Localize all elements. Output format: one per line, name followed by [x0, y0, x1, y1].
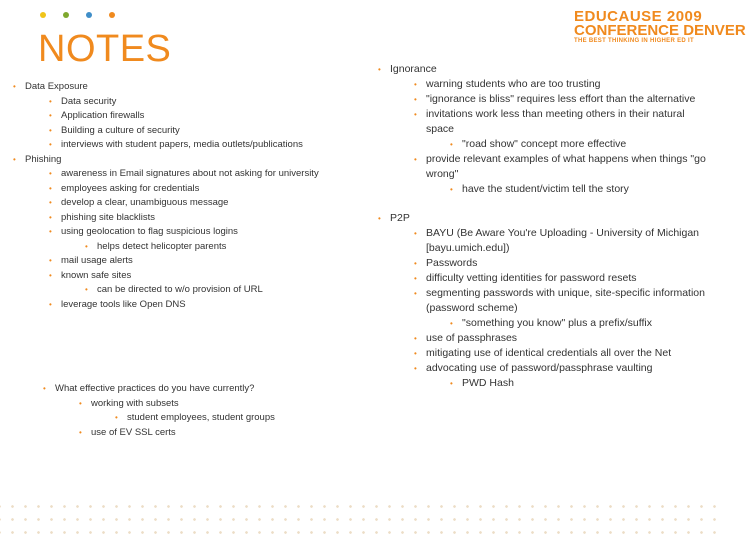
- page-title: NOTES: [38, 28, 172, 70]
- list-item: • difficulty vetting identities for password resets: [414, 272, 637, 284]
- list-item: • P2P: [378, 212, 410, 224]
- list-item: • Building a culture of security: [49, 124, 180, 136]
- list-item: • develop a clear, unambiguous message: [49, 197, 229, 208]
- list-item: • interviews with student papers, media outlets/publications: [49, 139, 303, 150]
- list-item: • phishing site blacklists: [49, 211, 155, 223]
- list-item: • mail usage alerts: [49, 255, 133, 266]
- list-item: • provide relevant examples of what happens when things "go wrong": [414, 153, 706, 180]
- list-item: • invitations work less than meeting others in their natural space: [414, 108, 685, 135]
- list-item: • "ignorance is bliss" requires less effort than the alternative: [414, 93, 696, 105]
- logo-tagline: THE BEST THINKING IN HIGHER ED IT: [574, 38, 694, 44]
- dot-orange: [109, 12, 115, 18]
- dot-green: [63, 12, 69, 18]
- list-item: • student employees, student groups: [115, 412, 275, 423]
- footer-dot-pattern: [0, 496, 720, 540]
- list-item: • use of EV SSL certs: [79, 426, 176, 438]
- list-item: • BAYU (Be Aware You're Uploading - University of Michigan [bayu.umich.edu]): [414, 227, 700, 254]
- list-item: • known safe sites: [49, 269, 132, 281]
- list-item: • leverage tools like Open DNS: [49, 298, 186, 310]
- list-item: • using geolocation to flag suspicious logins: [49, 226, 238, 237]
- list-item: • Application firewalls: [49, 110, 145, 121]
- heading-data-exposure: Data Exposure: [25, 81, 88, 92]
- list-item: • warning students who are too trusting: [414, 78, 601, 90]
- list-item: • Phishing: [13, 153, 62, 165]
- list-item: • segmenting passwords with unique, site-specific information (password scheme): [414, 287, 705, 314]
- decorative-dots: [40, 12, 115, 18]
- list-item: • can be directed to w/o provision of URL: [85, 284, 263, 295]
- list-item: • helps detect helicopter parents: [85, 240, 227, 252]
- dot-yellow: [40, 12, 46, 18]
- list-item: • What effective practices do you have currently?: [43, 383, 255, 394]
- heading-p2p: P2P: [390, 212, 410, 224]
- dot-blue: [86, 12, 92, 18]
- list-item: • "road show" concept more effective: [450, 138, 627, 150]
- list-item: • have the student/victim tell the story: [450, 183, 629, 195]
- logo-educause: EDUCAUSE: [574, 8, 663, 25]
- list-item: • awareness in Email signatures about not asking for university: [49, 168, 319, 179]
- heading-ignorance: Ignorance: [390, 63, 437, 75]
- heading-effective-practices: What effective practices do you have currently?: [55, 383, 255, 394]
- list-item: • Data Exposure: [13, 81, 88, 92]
- heading-phishing: Phishing: [25, 153, 62, 165]
- list-item: • "something you know" plus a prefix/suffix: [450, 317, 652, 329]
- conference-logo: [574, 8, 746, 46]
- logo-year: 2009: [666, 8, 703, 25]
- list-item: • Passwords: [414, 257, 478, 269]
- logo-conference: CONFERENCE: [574, 22, 680, 39]
- logo-city: DENVER: [683, 22, 746, 39]
- list-item: • use of passphrases: [414, 332, 518, 344]
- list-item: • employees asking for credentials: [49, 182, 200, 194]
- list-item: • PWD Hash: [450, 377, 514, 389]
- list-item: • Data security: [49, 95, 117, 107]
- list-item: • Ignorance: [378, 63, 437, 75]
- list-item: • working with subsets: [79, 397, 179, 409]
- list-item: • advocating use of password/passphrase vaulting: [414, 362, 653, 374]
- right-column: [378, 62, 708, 391]
- list-item: • mitigating use of identical credentials all over the Net: [414, 347, 672, 359]
- left-column: [13, 80, 345, 440]
